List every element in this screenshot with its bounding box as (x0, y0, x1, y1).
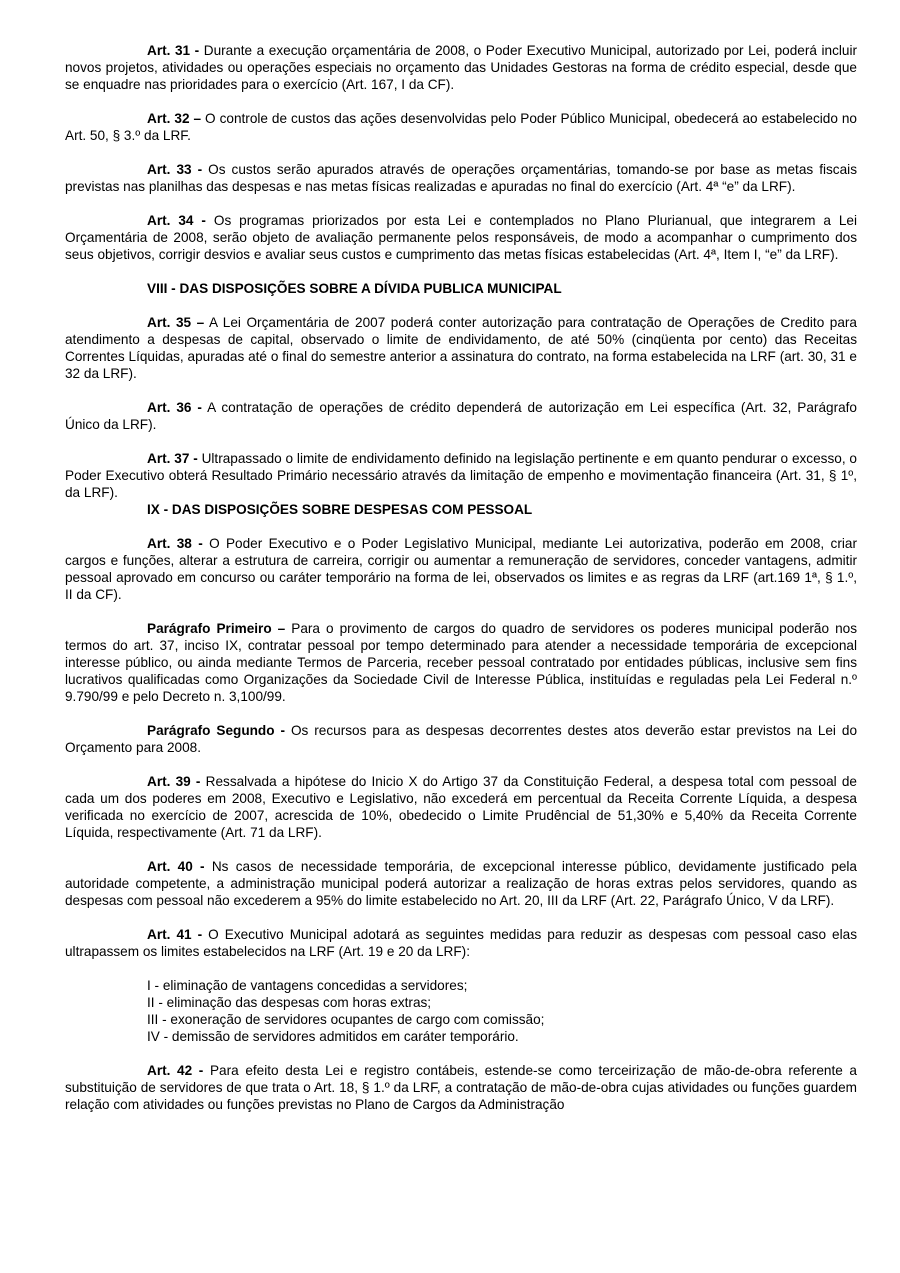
article-41 (65, 926, 857, 960)
document-page (65, 42, 857, 1130)
article-text: Ultrapassado o limite de endividamento definido na legislação pertinente e em quanto pendurar o excesso, o Poder Executivo obterá Resultado Primário necessário através da limitação de empenho e movimentação financeira (Art. 31, § 1º, da LRF). (65, 451, 857, 500)
article-label: Art. 34 - (147, 213, 206, 228)
article-text: O controle de custos das ações desenvolvidas pelo Poder Público Municipal, obedecerá ao estabelecido no Art. 50, § 3.º da LRF. (65, 111, 857, 143)
section-heading-viii: VIII - DAS DISPOSIÇÕES SOBRE A DÍVIDA PUBLICA MUNICIPAL (147, 281, 562, 296)
article-36 (65, 399, 857, 433)
article-label: Art. 36 - (147, 400, 202, 415)
article-label: Art. 33 - (147, 162, 203, 177)
article-37 (65, 450, 857, 501)
list-item: I - eliminação de vantagens concedidas a servidores; (147, 978, 468, 993)
article-text: Os custos serão apurados através de operações orçamentárias, tomando-se por base as metas fiscais previstas nas planilhas das despesas e nas metas físicas realizadas e apuradas no final do exercício (Art. 4ª “e” da LRF). (65, 162, 857, 194)
article-label: Art. 42 - (147, 1063, 204, 1078)
paragraph-segundo (65, 722, 857, 756)
section-heading-ix: IX - DAS DISPOSIÇÕES SOBRE DESPESAS COM PESSOAL (147, 502, 533, 517)
measures-list (65, 977, 857, 1045)
article-text: Ressalvada a hipótese do Inicio X do Artigo 37 da Constituição Federal, a despesa total com pessoal de cada um dos poderes em 2008, Executivo e Legislativo, não excederá em percentual da Receita Corrente Líquida, a despesa verificada no exercício de 2007, acrescida de 10%, obedecido o Limite Prudêncial de 51,30% e 5,40% da Receita Corrente Líquida, respectivamente (Art. 71 da LRF). (65, 774, 857, 840)
article-35 (65, 314, 857, 382)
article-text: Os programas priorizados por esta Lei e contemplados no Plano Plurianual, que integrarem a Lei Orçamentária de 2008, serão objeto de avaliação permanente pelos responsáveis, de modo a acompanhar o cumprimento dos seus objetivos, corrigir desvios e avaliar seus custos e cumprimento das metas físicas estabelecidas (Art. 4ª, Item I, “e” da LRF). (65, 213, 857, 262)
article-31 (65, 42, 857, 93)
article-label: Art. 31 - (147, 43, 200, 58)
paragraph-label: Parágrafo Segundo - (147, 723, 286, 738)
article-label: Art. 40 - (147, 859, 205, 874)
paragraph-primeiro (65, 620, 857, 705)
article-33 (65, 161, 857, 195)
article-39 (65, 773, 857, 841)
article-text: A contratação de operações de crédito dependerá de autorização em Lei específica (Art. 32, Parágrafo Único da LRF). (65, 400, 857, 432)
article-label: Art. 35 – (147, 315, 205, 330)
article-label: Art. 41 - (147, 927, 203, 942)
article-label: Art. 38 - (147, 536, 203, 551)
article-40 (65, 858, 857, 909)
article-text: O Poder Executivo e o Poder Legislativo Municipal, mediante Lei autorizativa, poderão em 2008, criar cargos e funções, alterar a estrutura de carreira, corrigir ou aumentar a remuneração de servidores, conceder vantagens, admitir pessoal aprovado em concurso ou caráter temporário na forma de lei, observados os limites e as regras da LRF (art.169 1ª, § 1.º, II da CF). (65, 536, 857, 602)
list-item: III - exoneração de servidores ocupantes de cargo com comissão; (147, 1012, 545, 1027)
article-34 (65, 212, 857, 263)
list-item: II - eliminação das despesas com horas extras; (147, 995, 432, 1010)
article-label: Art. 32 – (147, 111, 202, 126)
article-38 (65, 535, 857, 603)
article-label: Art. 37 - (147, 451, 198, 466)
article-text: A Lei Orçamentária de 2007 poderá conter autorização para contratação de Operações de Credito para atendimento a despesas de capital, observado o limite de endividamento, de até 50% (cinqüenta por cento) das Receitas Correntes Líquidas, apuradas até o final do semestre anterior a assinatura do contrato, na forma estabelecida na LRF (art. 30, 31 e 32 da LRF). (65, 315, 857, 381)
paragraph-text: Para o provimento de cargos do quadro de servidores os poderes municipal poderão nos termos do art. 37, inciso IX, contratar pessoal por tempo determinado para atender a necessidade temporária de excepcional interesse público, ou ainda mediante Termos de Parceria, receber pessoal contratado por entidades públicas, inclusive sem fins lucrativos qualificadas como Organizações da Sociedade Civil de Interesse Pública, instituídas e reguladas pela Lei Federal n.º 9.790/99 e pelo Decreto n. 3,100/99. (65, 621, 857, 704)
article-text: Ns casos de necessidade temporária, de excepcional interesse público, devidamente justificado pela autoridade competente, a administração municipal poderá autorizar a realização de horas extras pelos servidores, quando as despesas com pessoal não excederem a 95% do limite estabelecido no Art. 20, III da LRF (Art. 22, Parágrafo Único, V da LRF). (65, 859, 857, 908)
article-32 (65, 110, 857, 144)
article-42 (65, 1062, 857, 1113)
article-label: Art. 39 - (147, 774, 201, 789)
article-text: O Executivo Municipal adotará as seguintes medidas para reduzir as despesas com pessoal caso elas ultrapassem os limites estabelecidos na LRF (Art. 19 e 20 da LRF): (65, 927, 857, 959)
paragraph-label: Parágrafo Primeiro – (147, 621, 286, 636)
article-text: Para efeito desta Lei e registro contábeis, estende-se como terceirização de mão-de-obra referente a substituição de servidores de que trata o Art. 18, § 1.º da LRF, a contratação de mão-de-obra cujas atividades ou funções guardem relação com atividades ou funções previstas no Plano de Cargos da Administração (65, 1063, 857, 1112)
list-item: IV - demissão de servidores admitidos em caráter temporário. (147, 1029, 519, 1044)
article-text: Durante a execução orçamentária de 2008, o Poder Executivo Municipal, autorizado por Lei, poderá incluir novos projetos, atividades ou operações especiais no orçamento das Unidades Gestoras na forma de crédito especial, desde que se enquadre nas prioridades para o exercício (Art. 167, I da CF). (65, 43, 857, 92)
paragraph-text: Os recursos para as despesas decorrentes destes atos deverão estar previstos na Lei do Orçamento para 2008. (65, 723, 858, 755)
